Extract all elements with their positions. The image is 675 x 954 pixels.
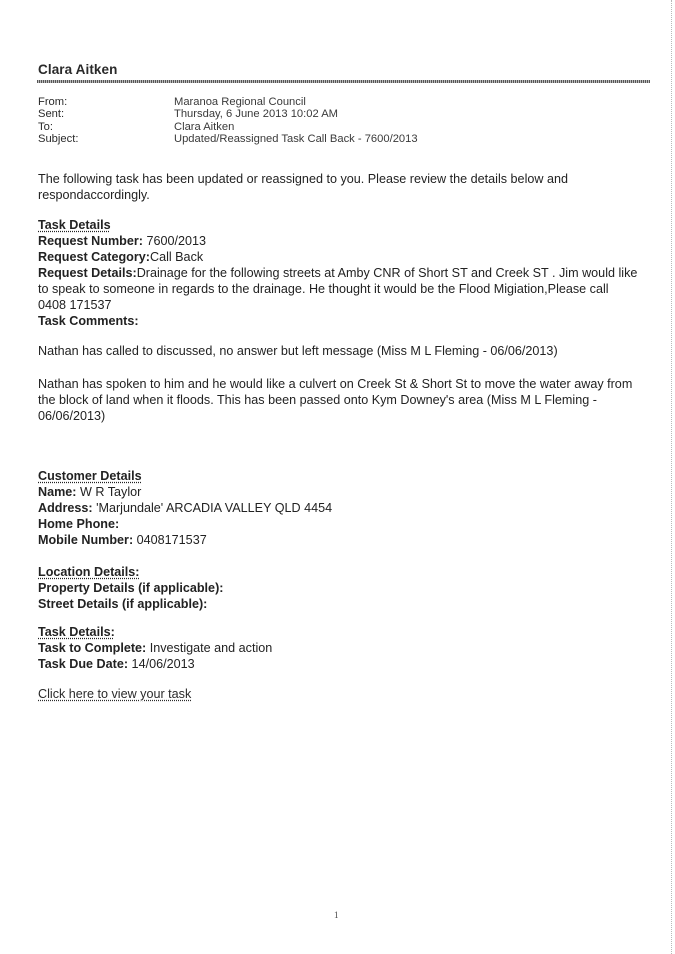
customer-details-title: Customer Details: [38, 469, 142, 483]
request-details-row: [38, 265, 638, 313]
view-task-link-wrap: [38, 686, 638, 702]
task-due-date-row: [38, 656, 638, 672]
request-details-value: Drainage for the following streets at Amby CNR of Short ST and Creek ST . Jim would like to speak to someone in regards to the drainage. He thought it would be the Flood Migiation,Please call 0408 171537: [38, 266, 638, 312]
mobile-number-row: [38, 532, 638, 548]
request-category-value: Call Back: [149, 250, 204, 264]
intro-paragraph: The following task has been updated or reassigned to you. Please review the details below and respondaccordingly.: [38, 172, 568, 202]
header-divider: [37, 80, 650, 83]
request-number-row: [38, 233, 638, 249]
request-number-label: Request Number:: [38, 234, 143, 248]
request-category-row: [38, 249, 638, 265]
task-due-date-value: 14/06/2013: [128, 657, 195, 671]
sent-value: Thursday, 6 June 2013 10:02 AM: [174, 108, 338, 121]
location-details-section: [38, 564, 638, 612]
meta-row-to: [38, 121, 418, 133]
task-comment: Nathan has spoken to him and he would like a culvert on Creek St & Short St to move the water away from the block of land when it floods. This has been passed onto Kym Downey's area (Miss M L Fleming - 06/06/2013): [38, 377, 633, 423]
request-number-value: 7600/2013: [142, 234, 206, 248]
customer-name-value: W R Taylor: [76, 485, 142, 499]
meta-row-subject: [38, 133, 418, 145]
meta-row-from: [38, 96, 418, 108]
task-comments-label: Task Comments:: [38, 314, 139, 328]
mobile-number-value: 0408171537: [133, 533, 207, 547]
task-to-complete-label: Task to Complete:: [38, 641, 147, 655]
subject-value: Updated/Reassigned Task Call Back - 7600/2013: [174, 133, 418, 146]
customer-name-row: [38, 484, 638, 500]
task-comment: Nathan has called to discussed, no answer but left message (Miss M L Fleming - 06/06/2013): [38, 344, 558, 358]
to-label: To:: [38, 120, 53, 133]
home-phone-label: Home Phone:: [38, 517, 120, 531]
request-category-label: Request Category:: [38, 250, 150, 264]
customer-name-label: Name:: [38, 485, 77, 499]
from-value: Maranoa Regional Council: [174, 96, 306, 108]
task-completion-section: [38, 624, 638, 672]
task-details-title: Task Details: [38, 218, 111, 232]
email-meta: [38, 96, 418, 146]
request-details-label: Request Details:: [38, 266, 137, 280]
recipient-name-header: Clara Aitken: [38, 62, 118, 77]
task-completion-title: Task Details:: [38, 625, 115, 639]
street-details-label: Street Details (if applicable):: [38, 597, 208, 611]
from-label: From:: [38, 96, 68, 108]
home-phone-row: [38, 516, 638, 532]
task-to-complete-value: Investigate and action: [146, 641, 273, 655]
customer-address-label: Address:: [38, 501, 93, 515]
task-to-complete-row: [38, 640, 638, 656]
meta-row-sent: [38, 108, 418, 120]
subject-label: Subject:: [38, 133, 79, 146]
to-value: Clara Aitken: [174, 120, 235, 133]
scan-edge-divider: [671, 0, 672, 954]
page-number: 1: [334, 910, 339, 920]
mobile-number-label: Mobile Number:: [38, 533, 134, 547]
customer-address-value: 'Marjundale' ARCADIA VALLEY QLD 4454: [92, 501, 333, 515]
task-details-section: [38, 217, 638, 329]
task-due-date-label: Task Due Date:: [38, 657, 129, 671]
sent-label: Sent:: [38, 108, 65, 121]
customer-details-section: [38, 468, 638, 548]
location-details-title: Location Details:: [38, 565, 140, 579]
view-task-link[interactable]: Click here to view your task: [38, 687, 192, 701]
property-details-label: Property Details (if applicable):: [38, 581, 224, 595]
customer-address-row: [38, 500, 638, 516]
